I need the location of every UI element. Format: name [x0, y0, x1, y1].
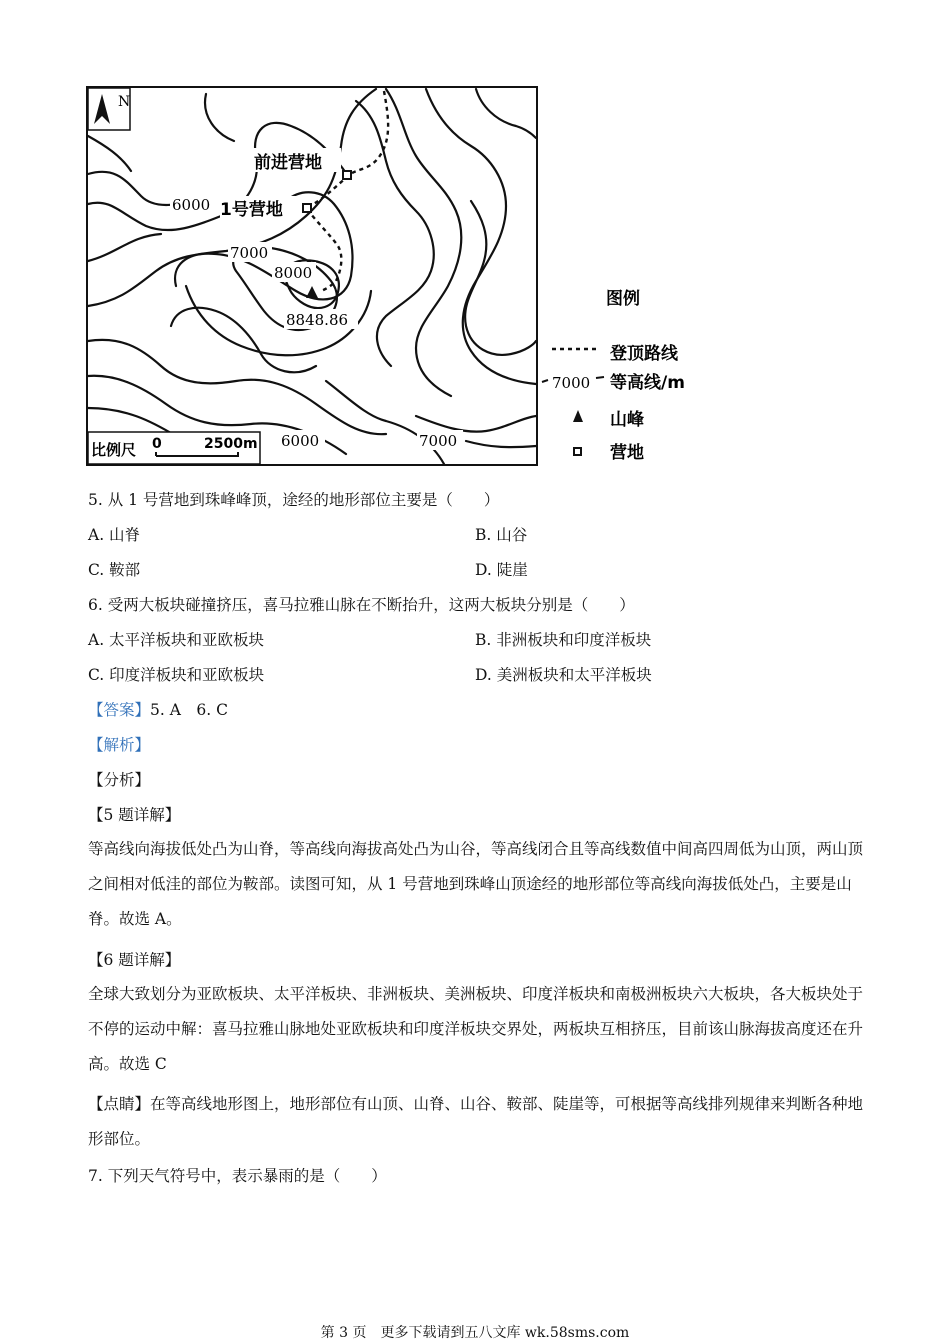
- camp1-marker-icon: [303, 204, 311, 212]
- q5-stem: 5. 从 1 号营地到珠峰峰顶，途经的地形部位主要是（ ）: [88, 491, 500, 509]
- analysis-tag: 【解析】: [88, 736, 151, 754]
- d6-title: 【6 题详解】: [88, 951, 181, 969]
- label-forward-camp: 前进营地: [254, 153, 322, 173]
- dianjing-block: [88, 1087, 872, 1157]
- answer-text: 5. A 6. C: [150, 701, 229, 719]
- legend-route-label: 登顶路线: [610, 344, 678, 364]
- forward-camp-marker-icon: [343, 171, 351, 179]
- q5-option-a[interactable]: A. 山脊: [88, 526, 141, 544]
- scale-label: 比例尺: [91, 441, 137, 459]
- dianjing-text: 在等高线地形图上，地形部位有山顶、山脊、山谷、鞍部、陡崖等，可根据等高线排列规律来判断各种地形部位。: [88, 1095, 864, 1148]
- q6-stem: 6. 受两大板块碰撞挤压，喜马拉雅山脉在不断抬升，这两大板块分别是（ ）: [88, 596, 635, 614]
- legend-peak-label: 山峰: [610, 410, 644, 430]
- answer-line: [88, 700, 228, 720]
- legend-contour-label: 等高线/m: [610, 373, 685, 393]
- answer-tag: 【答案】: [88, 701, 151, 719]
- svg-text:N: N: [118, 94, 131, 110]
- d5-text: 等高线向海拔低处凸为山脊，等高线向海拔高处凸为山谷，等高线闭合且等高线数值中间高四周低为山顶，两山顶之间相对低洼的部位为鞍部。读图可知，从 1 号营地到珠峰山顶途经的地形部位等高线向海拔低处凸，主要是山脊。故选 A。: [88, 840, 864, 928]
- label-peak-height: 8848.86: [286, 311, 349, 329]
- d5-title: 【5 题详解】: [88, 806, 181, 824]
- scale-zero: 0: [152, 436, 162, 452]
- legend-triangle-icon: [573, 410, 583, 422]
- q6-option-d[interactable]: D. 美洲板块和太平洋板块: [475, 666, 652, 684]
- legend-camp-label: 营地: [610, 443, 644, 463]
- label-7000: 7000: [230, 244, 269, 262]
- q5-option-c[interactable]: C. 鞍部: [88, 561, 141, 579]
- q6-option-a[interactable]: A. 太平洋板块和亚欧板块: [88, 631, 265, 649]
- label-8000: 8000: [274, 264, 313, 282]
- q6-option-b[interactable]: B. 非洲板块和印度洋板块: [475, 631, 652, 649]
- q5-option-b[interactable]: B. 山谷: [475, 526, 528, 544]
- north-arrow-icon: [88, 88, 130, 130]
- label-6000-top: 6000: [172, 196, 211, 214]
- d6-text: 全球大致划分为亚欧板块、太平洋板块、非洲板块、美洲板块、印度洋板块和南极洲板块六大板块，各大板块处于不停的运动中解：喜马拉雅山脉地处亚欧板块和印度洋板块交界处，两板块互相挤压，目前该山脉海拔高度还在升高。故选 C: [88, 985, 864, 1073]
- q7-stem: 7. 下列天气符号中，表示暴雨的是（ ）: [88, 1167, 387, 1185]
- contour-map: [86, 86, 538, 466]
- q6-option-c[interactable]: C. 印度洋板块和亚欧板块: [88, 666, 265, 684]
- legend-contour-value: 7000: [552, 374, 591, 392]
- dianjing-tag: 【点睛】: [88, 1095, 151, 1113]
- page-footer: 第 3 页 更多下载请到五八文库 wk.58sms.com: [320, 1325, 630, 1341]
- label-7000-bottom: 7000: [419, 432, 458, 450]
- legend-square-icon: [574, 448, 581, 455]
- label-6000-bottom: 6000: [281, 432, 320, 450]
- scale-distance: 2500m: [204, 436, 258, 452]
- map-legend: [540, 280, 720, 470]
- label-camp1: 1号营地: [220, 200, 283, 220]
- q5-option-d[interactable]: D. 陡崖: [475, 561, 528, 579]
- fenxi-tag: 【分析】: [88, 771, 151, 789]
- legend-title: 图例: [606, 289, 640, 309]
